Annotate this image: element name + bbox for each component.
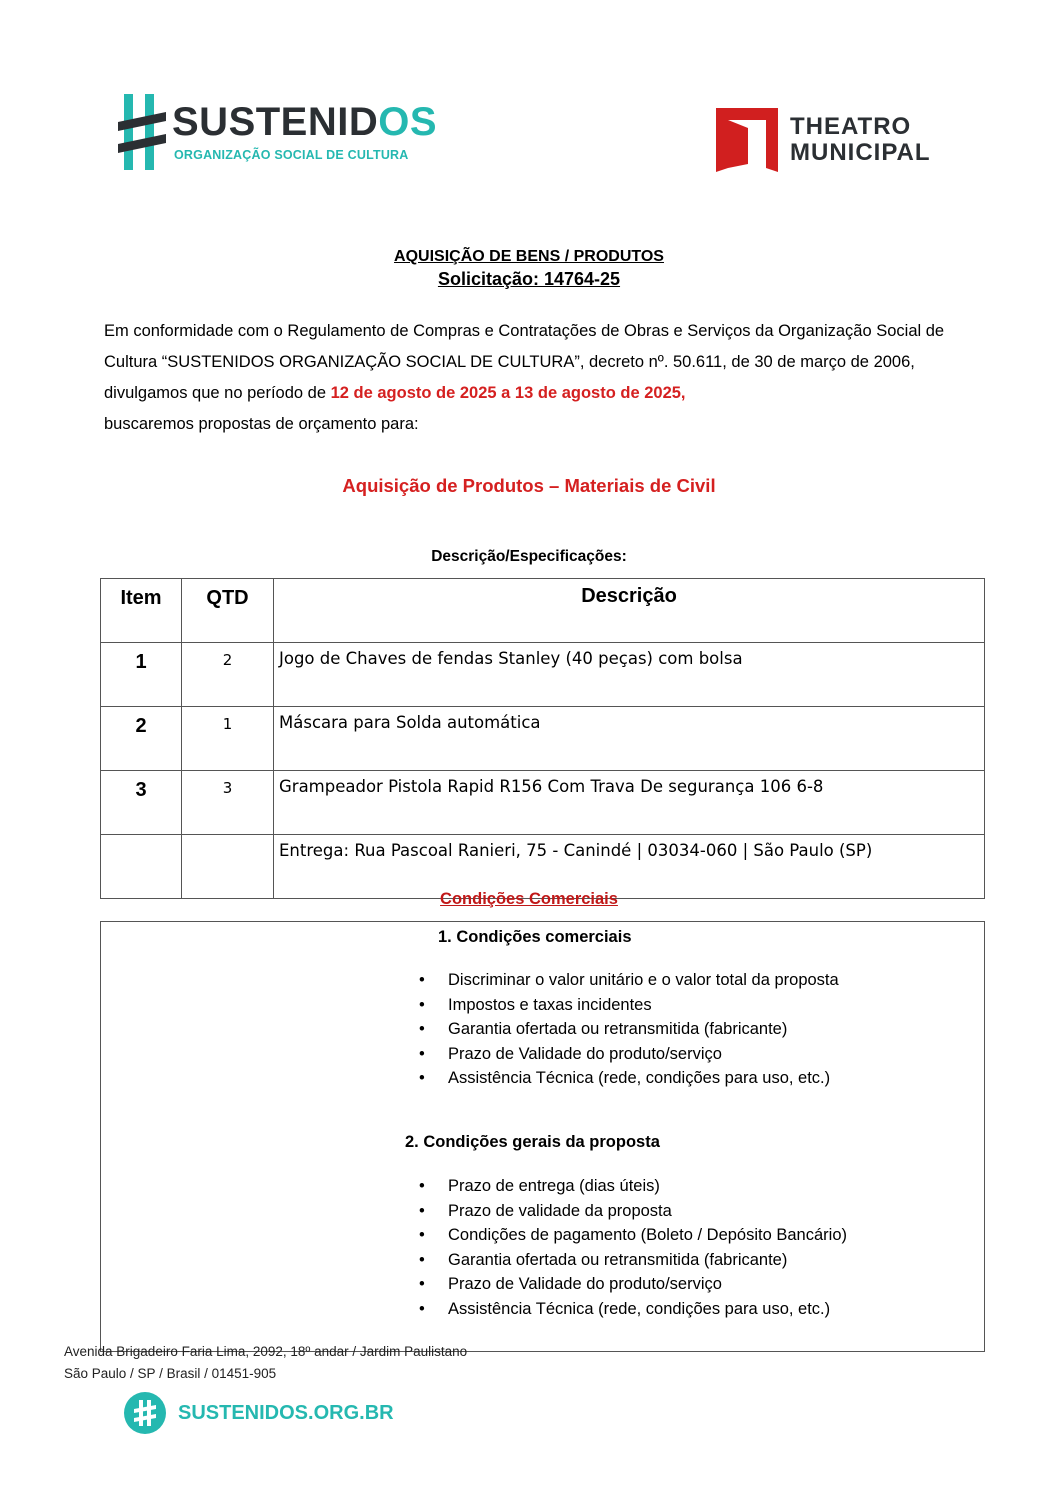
sustenidos-logo [118, 94, 438, 174]
list-item: • Garantia ofertada ou retransmitida (fabricante) [419, 1248, 847, 1273]
footer-website-logo [124, 1392, 394, 1436]
subject-heading: Aquisição de Produtos – Materiais de Civil [342, 475, 716, 496]
table-header-row [101, 579, 985, 643]
cell-empty [101, 835, 182, 899]
list-item: • Prazo de Validade do produto/serviço [419, 1272, 847, 1297]
list-item: • Impostos e taxas incidentes [419, 993, 839, 1018]
intro-paragraph [104, 316, 954, 440]
cell-item: 2 [101, 707, 182, 771]
footer-address-line2: São Paulo / SP / Brasil / 01451-905 [64, 1366, 277, 1381]
theatro-municipal-logo [716, 108, 956, 174]
list-item: • Prazo de validade da proposta [419, 1199, 847, 1224]
conditions-box [100, 921, 985, 1352]
theatro-mark-icon [716, 108, 778, 172]
list-item: • Garantia ofertada ou retransmitida (fabricante) [419, 1017, 839, 1042]
footer-address-line1: Avenida Brigadeiro Faria Lima, 2092, 18º andar / Jardim Paulistano [64, 1344, 468, 1359]
sustenidos-tagline: ORGANIZAÇÃO SOCIAL DE CULTURA [174, 148, 409, 162]
items-table [100, 578, 985, 899]
delivery-address: Entrega: Rua Pascoal Ranieri, 75 - Canindé | 03034-060 | São Paulo (SP) [274, 835, 985, 899]
cell-empty [182, 835, 274, 899]
section2-list [419, 1174, 847, 1322]
sustenidos-wordmark: SUSTENIDOS [172, 100, 438, 144]
table-row [101, 643, 985, 707]
list-item: • Assistência Técnica (rede, condições para uso, etc.) [419, 1066, 839, 1091]
cell-qtd: 2 [182, 643, 274, 707]
list-item: • Assistência Técnica (rede, condições para uso, etc.) [419, 1297, 847, 1322]
cell-descricao: Jogo de Chaves de fendas Stanley (40 peças) com bolsa [274, 643, 985, 707]
intro-period: 12 de agosto de 2025 a 13 de agosto de 2025, [330, 384, 686, 402]
cell-item: 3 [101, 771, 182, 835]
list-item: • Prazo de entrega (dias úteis) [419, 1174, 847, 1199]
section1-list [419, 968, 839, 1091]
section1-title: 1. Condições comerciais [438, 928, 632, 946]
table-row [101, 707, 985, 771]
list-item: • Discriminar o valor unitário e o valor total da proposta [419, 968, 839, 993]
intro-end: buscaremos propostas de orçamento para: [104, 415, 419, 433]
cell-item: 1 [101, 643, 182, 707]
hash-logo-icon [118, 94, 166, 170]
request-number: Solicitação: 14764-25 [437, 269, 621, 289]
table-row [101, 771, 985, 835]
header-item: Item [101, 579, 182, 643]
theatro-wordmark: THEATRO MUNICIPAL [790, 113, 931, 166]
cell-descricao: Máscara para Solda automática [274, 707, 985, 771]
cell-qtd: 1 [182, 707, 274, 771]
cell-descricao: Grampeador Pistola Rapid R156 Com Trava De segurança 106 6-8 [274, 771, 985, 835]
delivery-row [101, 835, 985, 899]
conditions-heading: Condições Comerciais [440, 890, 618, 908]
header-descricao: Descrição [274, 579, 985, 643]
document-title: AQUISIÇÃO DE BENS / PRODUTOS [394, 248, 664, 265]
hash-circle-icon [124, 1392, 166, 1434]
cell-qtd: 3 [182, 771, 274, 835]
section2-title: 2. Condições gerais da proposta [405, 1133, 660, 1151]
intro-text: Em conformidade com o Regulamento de Compras e Contratações de Obras e Serviços da Organização Social de Cultura “SUSTENIDOS ORGANIZAÇÃO SOCIAL DE CULTURA”, decreto nº. 50.611, de 30 de março de 2006, divulgamos que no período de [104, 322, 945, 402]
spec-heading: Descrição/Especificações: [431, 548, 627, 565]
header-qtd: QTD [182, 579, 274, 643]
list-item: • Prazo de Validade do produto/serviço [419, 1042, 839, 1067]
website-link[interactable]: SUSTENIDOS.ORG.BR [178, 1402, 394, 1424]
list-item: • Condições de pagamento (Boleto / Depósito Bancário) [419, 1223, 847, 1248]
